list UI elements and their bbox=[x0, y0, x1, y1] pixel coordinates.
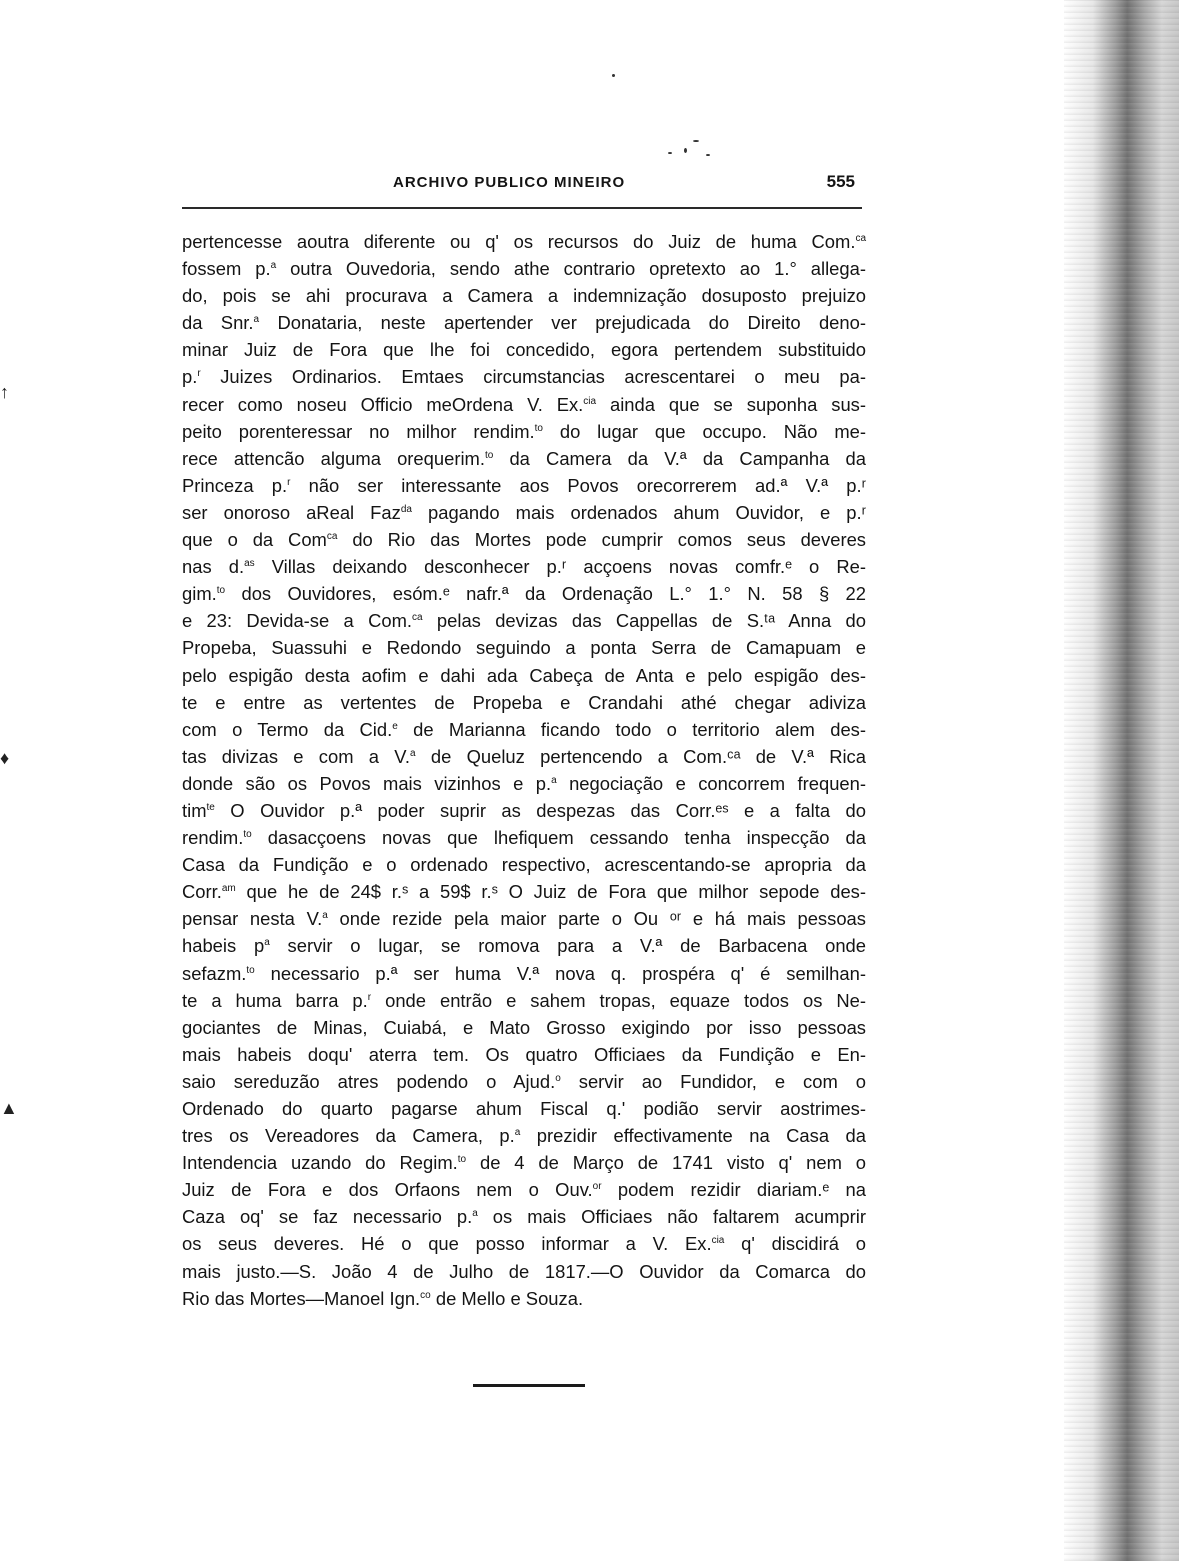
line-text-continued: ainda que se suponha sus- bbox=[596, 393, 866, 415]
line-text-continued: não ser interessante aos Povos orecorrerem ad.ª V.ª p.ʳ bbox=[290, 474, 867, 496]
line-text-continued: negociação e concorrem frequen- bbox=[556, 772, 866, 794]
line-text-continued: da Camera da V.ª da Campanha da bbox=[493, 447, 866, 469]
line-text: rendim. bbox=[182, 827, 244, 849]
line-superscript: to bbox=[484, 449, 494, 461]
line-text: que o da Com bbox=[182, 529, 327, 551]
text-line bbox=[182, 905, 866, 932]
line-superscript: or bbox=[592, 1181, 602, 1193]
text-line bbox=[182, 228, 866, 255]
line-superscript: a bbox=[410, 747, 416, 759]
text-line bbox=[182, 1149, 866, 1176]
line-text: com o Termo da Cid. bbox=[182, 718, 393, 740]
line-superscript: to bbox=[457, 1154, 467, 1166]
line-text: donde são os Povos mais vizinhos e p. bbox=[182, 772, 552, 794]
text-line bbox=[182, 472, 866, 499]
text-line bbox=[182, 553, 866, 580]
text-line bbox=[182, 580, 866, 607]
line-superscript: a bbox=[322, 910, 328, 922]
line-text-continued: outra Ouvedoria, sendo athe contrario opretexto ao 1.° allega- bbox=[276, 258, 866, 280]
text-line bbox=[182, 1122, 866, 1149]
text-line bbox=[182, 391, 866, 418]
line-text-continued: pelas devizas das Cappellas de S.ᵗᵃ Anna do bbox=[422, 610, 866, 632]
line-text: mais habeis doqu' aterra tem. Os quatro Officiaes da Fundição e En- bbox=[182, 1043, 866, 1065]
page-header bbox=[393, 170, 855, 200]
line-superscript: co bbox=[420, 1289, 431, 1301]
line-superscript: to bbox=[216, 585, 226, 597]
text-line bbox=[182, 309, 866, 336]
text-line bbox=[182, 1095, 866, 1122]
line-text: Casa da Fundição e o ordenado respectivo, acrescentando-se apropria da bbox=[182, 854, 866, 876]
line-superscript: ca bbox=[326, 531, 338, 543]
ink-speck bbox=[668, 152, 672, 154]
line-superscript: to bbox=[246, 964, 255, 976]
line-superscript: ca bbox=[855, 233, 866, 244]
text-line bbox=[182, 1068, 866, 1095]
line-text: p. bbox=[182, 366, 198, 388]
line-text-continued: servir o lugar, se romova para a V.ª de Barbacena onde bbox=[269, 935, 866, 957]
ink-speck bbox=[693, 140, 699, 142]
text-line bbox=[182, 634, 866, 661]
line-superscript: e bbox=[392, 720, 398, 732]
text-line bbox=[182, 770, 866, 797]
line-superscript: ca bbox=[412, 612, 423, 624]
line-text: gociantes de Minas, Cuiabá, e Mato Grosso exigindo por isso pessoas bbox=[182, 1016, 866, 1038]
line-text: saio sereduzão atres podendo o Ajud. bbox=[182, 1070, 556, 1092]
line-text-continued: dasacçoens novas que lhefiquem cessando tenha inspecção da bbox=[251, 827, 866, 849]
line-text: fossem p. bbox=[182, 258, 271, 280]
line-superscript: r bbox=[197, 368, 201, 380]
line-text-continued: onde entrão e sahem tropas, equaze todos os Ne- bbox=[371, 989, 867, 1011]
line-superscript: r bbox=[287, 476, 291, 488]
line-superscript: a bbox=[514, 1127, 521, 1139]
text-line bbox=[182, 1258, 866, 1285]
line-text-continued: de 4 de Março de 1741 visto q' nem o bbox=[466, 1152, 866, 1174]
margin-mark-middle: ♦ bbox=[0, 748, 10, 768]
line-text: pelo espigão desta aofim e dahi ada Cabeça de Anta e pelo espigão des- bbox=[182, 664, 866, 686]
line-text: tas divizas e com a V. bbox=[182, 745, 410, 767]
line-text: da Snr. bbox=[182, 312, 254, 334]
line-text-continued: servir ao Fundidor, e com o bbox=[560, 1070, 867, 1092]
line-text-continued: Juizes Ordinarios. Emtaes circumstancias acrescentarei o meu pa- bbox=[200, 366, 866, 388]
line-text-continued: podem rezidir diariam.ᵉ na bbox=[601, 1179, 866, 1201]
line-superscript: am bbox=[221, 883, 236, 895]
line-text-continued: dos Ouvidores, esóm.ᵉ nafr.ª da Ordenação L.° 1.° N. 58 § 22 bbox=[225, 583, 866, 605]
line-text: pensar nesta V. bbox=[182, 908, 323, 930]
line-text: Rio das Mortes—Manoel Ign. bbox=[182, 1287, 421, 1309]
line-text: Intendencia uzando do Regim. bbox=[182, 1152, 458, 1174]
line-text: tim bbox=[182, 799, 207, 821]
line-text: e 23: Devida-se a Com. bbox=[182, 610, 413, 632]
line-text: peito porenteressar no milhor rendim. bbox=[182, 420, 535, 442]
line-text: mais justo.—S. João 4 de Julho de 1817.—O Ouvidor da Comarca do bbox=[182, 1260, 866, 1282]
line-text-continued: prezidir effectivamente na Casa da bbox=[520, 1125, 866, 1147]
line-superscript: a bbox=[551, 774, 557, 786]
line-text: gim. bbox=[182, 583, 217, 605]
line-text: nas d. bbox=[182, 556, 245, 578]
line-superscript: a bbox=[270, 260, 277, 272]
text-line bbox=[182, 445, 866, 472]
line-text: do, pois se ahi procurava a Camera a indemnização dosuposto prejuizo bbox=[182, 285, 866, 307]
text-line bbox=[182, 1041, 866, 1068]
line-text-continued: os mais Officiaes não faltarem acumprir bbox=[477, 1206, 866, 1228]
line-text: Propeba, Suassuhi e Redondo seguindo a ponta Serra de Camapuam e bbox=[182, 637, 866, 659]
line-text-continued: de Marianna ficando todo o territorio alem des- bbox=[397, 718, 866, 740]
text-line bbox=[182, 1203, 866, 1230]
book-spine-shadow bbox=[1064, 0, 1179, 1561]
document-body bbox=[182, 228, 866, 1312]
line-superscript: to bbox=[534, 422, 543, 434]
line-text-continued: necessario p.ª ser huma V.ª nova q. prospéra q' é semilhan- bbox=[254, 962, 866, 984]
text-line bbox=[182, 716, 866, 743]
line-text-continued: do lugar que occupo. Não me- bbox=[542, 420, 866, 442]
text-line bbox=[182, 526, 866, 553]
line-text: pertencesse aoutra diferente ou q' os recursos do Juiz de huma Com. bbox=[182, 231, 856, 252]
text-line bbox=[182, 960, 866, 987]
text-line bbox=[182, 743, 866, 770]
line-text: Ordenado do quarto pagarse ahum Fiscal q.' podião servir aostrimes- bbox=[182, 1098, 866, 1119]
line-text: te a huma barra p. bbox=[182, 989, 368, 1011]
text-line bbox=[182, 499, 866, 526]
line-superscript: da bbox=[400, 503, 412, 515]
text-line bbox=[182, 689, 866, 716]
text-line bbox=[182, 932, 866, 959]
text-line bbox=[182, 418, 866, 445]
running-title: ARCHIVO PUBLICO MINEIRO bbox=[393, 174, 626, 191]
line-text-continued: do Rio das Mortes pode cumprir comos seus deveres bbox=[337, 529, 866, 551]
page-number: 555 bbox=[826, 172, 855, 191]
line-text-continued: pagando mais ordenados ahum Ouvidor, e p.ʳ bbox=[411, 501, 867, 523]
text-line bbox=[182, 282, 866, 309]
text-line bbox=[182, 1014, 866, 1041]
line-text-continued: Villas deixando desconhecer p.ʳ acçoens novas comfr.ᵉ o Re- bbox=[254, 556, 866, 578]
line-superscript: a bbox=[253, 314, 260, 326]
header-rule bbox=[182, 207, 862, 209]
text-line bbox=[182, 797, 866, 824]
text-line bbox=[182, 1230, 866, 1257]
text-line bbox=[182, 851, 866, 878]
line-text-continued: q' discidirá o bbox=[724, 1233, 866, 1255]
line-text: rece attencão alguma orequerim. bbox=[182, 447, 485, 469]
line-superscript: to bbox=[243, 829, 252, 841]
line-text: os seus deveres. Hé o que posso informar a V. Ex. bbox=[182, 1233, 712, 1255]
line-text-continued: que he de 24$ r.ˢ a 59$ r.ˢ O Juiz de Fora que milhor sepode des- bbox=[235, 881, 866, 903]
text-line bbox=[182, 878, 866, 905]
line-superscript: r bbox=[367, 991, 372, 1003]
line-text: Princeza p. bbox=[182, 474, 288, 496]
line-superscript: cia bbox=[711, 1235, 725, 1247]
text-line bbox=[182, 824, 866, 851]
line-text: te e entre as vertentes de Propeba e Crandahi athé chegar adiviza bbox=[182, 691, 866, 713]
text-line bbox=[182, 662, 866, 689]
ink-speck bbox=[684, 148, 687, 153]
line-superscript: cia bbox=[583, 395, 597, 407]
text-line bbox=[182, 1176, 866, 1203]
line-text: habeis p bbox=[182, 935, 265, 957]
line-text: Caza oq' se faz necessario p. bbox=[182, 1206, 473, 1228]
line-superscript: as bbox=[244, 558, 255, 570]
margin-mark-top: ↑ bbox=[0, 382, 9, 402]
line-superscript: o bbox=[555, 1072, 561, 1084]
text-line bbox=[182, 1285, 866, 1312]
line-text: recer como noseu Officio meOrdena V. Ex. bbox=[182, 393, 584, 415]
line-text: tres os Vereadores da Camera, p. bbox=[182, 1125, 515, 1147]
ink-speck bbox=[706, 154, 710, 156]
text-line bbox=[182, 987, 866, 1014]
line-text: Corr. bbox=[182, 881, 222, 903]
margin-mark-bottom: ▲ bbox=[0, 1098, 18, 1118]
text-line bbox=[182, 363, 866, 390]
line-text-continued: onde rezide pela maior parte o Ou ᵒʳ e há mais pessoas bbox=[327, 908, 866, 930]
text-line bbox=[182, 255, 866, 282]
text-line bbox=[182, 336, 866, 363]
line-superscript: a bbox=[264, 937, 270, 949]
line-text: sefazm. bbox=[182, 962, 247, 984]
line-text-continued: de Queluz pertencendo a Com.ᶜᵃ de V.ª Rica bbox=[415, 745, 866, 767]
line-superscript: te bbox=[206, 801, 215, 813]
line-text: ser onoroso aReal Faz bbox=[182, 501, 401, 523]
line-text-continued: de Mello e Souza. bbox=[430, 1287, 584, 1309]
text-line bbox=[182, 607, 866, 634]
line-superscript: a bbox=[472, 1208, 478, 1220]
line-text-continued: Donataria, neste apertender ver prejudicada do Direito deno- bbox=[259, 312, 866, 334]
end-rule bbox=[473, 1384, 585, 1387]
line-text-continued: O Ouvidor p.ª poder suprir as despezas das Corr.ᵉˢ e a falta do bbox=[214, 799, 866, 821]
line-text: Juiz de Fora e dos Orfaons nem o Ouv. bbox=[182, 1179, 593, 1201]
line-text: minar Juiz de Fora que lhe foi concedido, egora pertendem substituido bbox=[182, 339, 866, 361]
ink-speck bbox=[612, 74, 615, 77]
